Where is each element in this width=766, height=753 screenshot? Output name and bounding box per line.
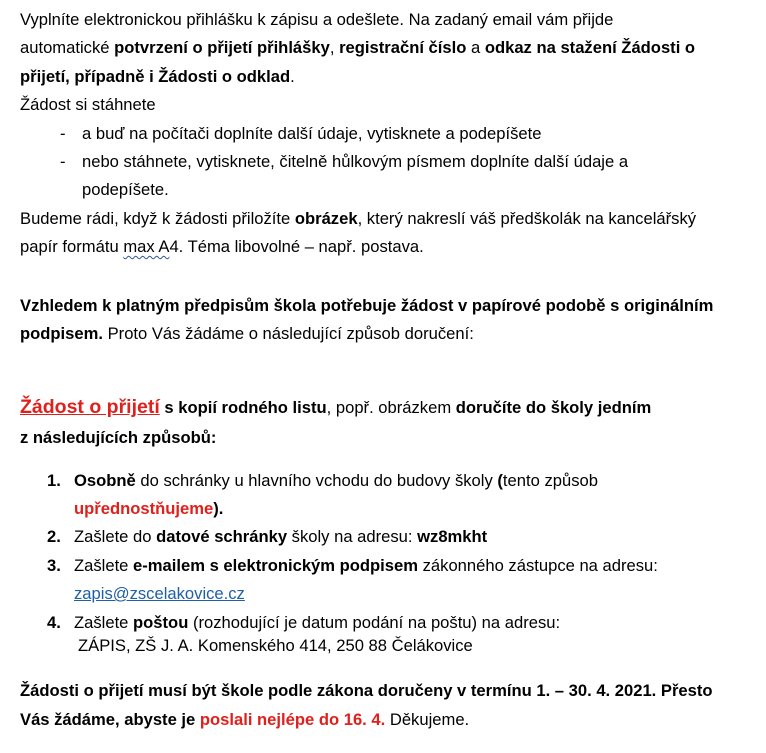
- text: Proto Vás žádáme o následující způsob doručení:: [102, 324, 474, 343]
- bold-email-signature: e-mailem s elektronickým podpisem: [133, 556, 419, 575]
- text: Zašlete: [74, 613, 134, 632]
- bold-registration-number: registrační číslo: [339, 38, 467, 57]
- bold-signature: podpisem.: [20, 324, 103, 343]
- text: Zašlete: [74, 556, 134, 575]
- section-heading-line: [20, 392, 651, 423]
- bold-text: Vás žádáme, abyste je: [20, 710, 200, 729]
- bold-deadline-text: Žádosti o přijetí musí být škole podle zákona doručeny v termínu 1. – 30. 4. 2021. Přesto: [20, 681, 713, 700]
- bold-data-box: datové schránky: [156, 527, 288, 546]
- bold-confirmation: potvrzení o přijetí přihlášky: [114, 38, 330, 57]
- bold-paren: ).: [213, 499, 224, 518]
- regulation-line-1: [20, 292, 713, 320]
- intro-text: Vyplníte elektronickou přihlášku k zápisu a odešlete. Na zadaný email vám přijde: [20, 10, 614, 29]
- list-number: 2.: [47, 527, 61, 546]
- bold-in-person: Osobně: [74, 471, 136, 490]
- preferred-highlight: upřednostňujeme: [74, 499, 214, 518]
- drawing-line-2: [20, 233, 424, 261]
- bold-paren: (: [497, 471, 503, 490]
- intro-line-1: [20, 6, 613, 34]
- dash: -: [60, 124, 66, 143]
- intro-line-4: [20, 91, 156, 119]
- bold-download-link: odkaz na stažení Žádosti o: [484, 38, 696, 57]
- text: (rozhodující je datum podání na poštu) na adresu:: [188, 613, 561, 632]
- intro-line-2: [20, 34, 695, 62]
- postal-address: ZÁPIS, ZŠ J. A. Komenského 414, 250 88 Čelákovice: [78, 636, 473, 655]
- bold-drawing: obrázek: [294, 209, 358, 228]
- text: ,: [329, 38, 340, 57]
- intro-line-3: [20, 63, 295, 91]
- text: Děkujeme.: [385, 710, 470, 729]
- bullet-text: podepíšete.: [82, 180, 169, 199]
- text: tento způsob: [502, 471, 598, 490]
- spellcheck-underlined-text: max A: [123, 237, 170, 256]
- text: Budeme rádi, když k žádosti přiložíte: [20, 209, 295, 228]
- bold-regulation-text: Vzhledem k platným předpisům škola potřebuje žádost v papírové podobě s originálním: [20, 296, 714, 315]
- list-number: 1.: [47, 471, 61, 490]
- text: školy na adresu:: [287, 527, 418, 546]
- bold-text: z následujících způsobů:: [20, 428, 217, 447]
- section-heading: Žádost o přijetí: [20, 396, 160, 418]
- section-heading-line-2: [20, 424, 216, 452]
- text: a: [466, 38, 485, 57]
- text: Zašlete do: [74, 527, 157, 546]
- bullet-text: a buď na počítači doplníte další údaje, vytisknete a podepíšete: [82, 124, 542, 143]
- text: papír formátu: [20, 237, 124, 256]
- regulation-line-2: [20, 320, 474, 348]
- email-link[interactable]: zapis@zscelakovice.cz: [74, 584, 245, 603]
- bullet-text: nebo stáhnete, vytisknete, čitelně hůlkovým písmem doplníte další údaje a: [82, 152, 629, 171]
- drawing-line-1: [20, 205, 696, 233]
- bold-deliver: doručíte do školy jedním: [455, 398, 652, 417]
- dash: -: [60, 152, 66, 171]
- bold-data-box-id: wz8mkht: [417, 527, 488, 546]
- text: , popř. obrázkem: [326, 398, 456, 417]
- bold-application: přijetí, případně i Žádosti o odklad: [20, 67, 291, 86]
- text: zákonného zástupce na adresu:: [418, 556, 658, 575]
- text: do schránky u hlavního vchodu do budovy školy: [135, 471, 498, 490]
- list-number: 3.: [47, 556, 61, 575]
- text: Žádost si stáhnete: [20, 95, 156, 114]
- list-number: 4.: [47, 613, 61, 632]
- deadline-line-1: [20, 677, 713, 705]
- text: 4. Téma libovolné – např. postava.: [169, 237, 424, 256]
- bold-birth-certificate: s kopií rodného listu: [159, 398, 327, 417]
- text: , který nakreslí váš předškolák na kancelářský: [357, 209, 697, 228]
- deadline-highlight: poslali nejlépe do 16. 4.: [199, 710, 386, 729]
- text: .: [290, 67, 295, 86]
- deadline-line-2: [20, 706, 469, 734]
- bold-post: poštou: [133, 613, 189, 632]
- text: automatické: [20, 38, 115, 57]
